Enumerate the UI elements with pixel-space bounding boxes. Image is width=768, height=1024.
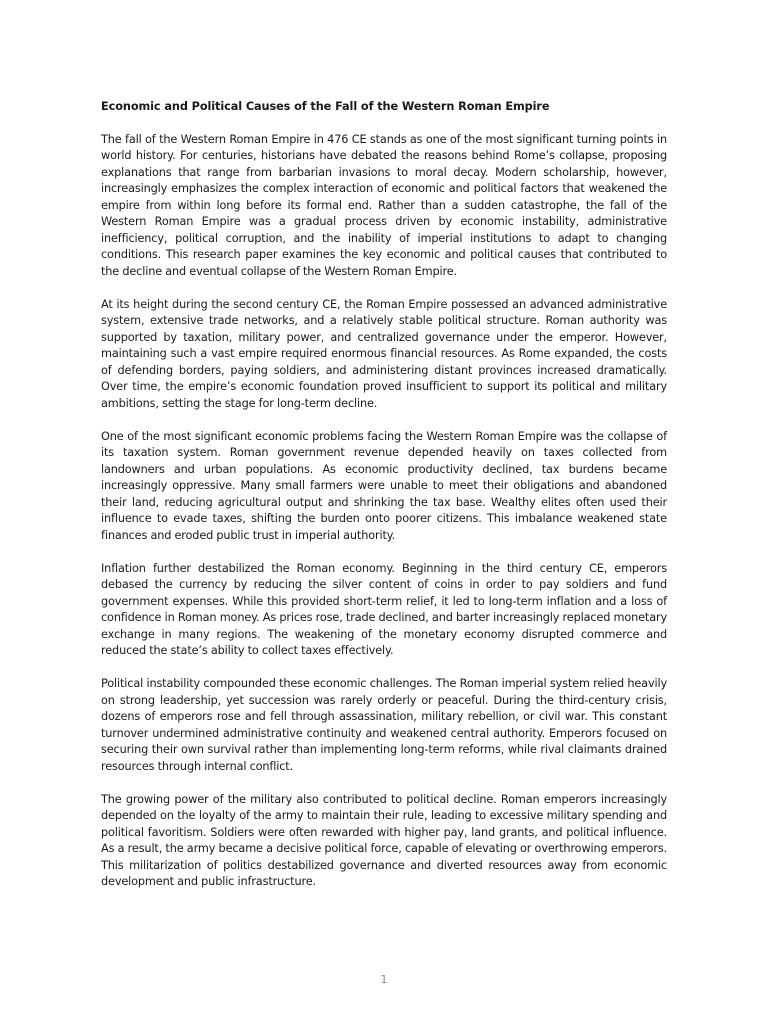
paragraph-background: At its height during the second century CE, the Roman Empire possessed an advanced administrative system, extensive trade networks, and a relatively stable political structure. Roman authority was supported by taxation, military power, and centralized governance under the emperor. However, maintaining such a vast empire required enormous financial resources. As Rome expanded, the costs of defending borders, paying soldiers, and administering distant provinces increased dramatically. Over time, the empire’s economic foundation proved insufficient to support its political and military ambitions, setting the stage for long-term decline. xyxy=(101,297,667,410)
page-number: 1 xyxy=(380,973,388,986)
document-title: Economic and Political Causes of the Fall of the Western Roman Empire xyxy=(101,100,550,113)
paragraph-military: The growing power of the military also contributed to political decline. Roman emperors increasingly depended on the loyalty of the army to maintain their rule, leading to excessive military spending and political favoritism. Soldiers were often rewarded with higher pay, land grants, and political influence. As a result, the army became a decisive political force, capable of elevating or overthrowing emperors. This militarization of politics destabilized governance and diverted resources away from economic development and public infrastructure. xyxy=(101,792,667,888)
document-page xyxy=(101,99,667,907)
paragraph-introduction: The fall of the Western Roman Empire in 476 CE stands as one of the most significant turning points in world history. For centuries, historians have debated the reasons behind Rome’s collapse, proposing explanations that range from barbarian invasions to moral decay. Modern scholarship, however, increasingly emphasizes the complex interaction of economic and political factors that weakened the empire from within long before its formal end. Rather than a sudden catastrophe, the fall of the Western Roman Empire was a gradual process driven by economic instability, administrative inefficiency, political corruption, and the inability of imperial institutions to adapt to changing conditions. This research paper examines the key economic and political causes that contributed to the decline and eventual collapse of the Western Roman Empire. xyxy=(101,132,667,278)
paragraph-political-instability: Political instability compounded these economic challenges. The Roman imperial system relied heavily on strong leadership, yet succession was rarely orderly or peaceful. During the third-century crisis, dozens of emperors rose and fell through assassination, military rebellion, or civil war. This constant turnover undermined administrative continuity and weakened central authority. Emperors focused on securing their own survival rather than implementing long-term reforms, while rival claimants drained resources through internal conflict. xyxy=(101,677,667,773)
paragraph-inflation: Inflation further destabilized the Roman economy. Beginning in the third century CE, emperors debased the currency by reducing the silver content of coins in order to pay soldiers and fund government expenses. While this provided short-term relief, it led to long-term inflation and a loss of confidence in Roman money. As prices rose, trade declined, and barter increasingly replaced monetary exchange in many regions. The weakening of the monetary economy disrupted commerce and reduced the state’s ability to collect taxes effectively. xyxy=(101,561,667,657)
paragraph-taxation: One of the most significant economic problems facing the Western Roman Empire was the collapse of its taxation system. Roman government revenue depended heavily on taxes collected from landowners and urban populations. As economic productivity declined, tax burdens became increasingly oppressive. Many small farmers were unable to meet their obligations and abandoned their land, reducing agricultural output and shrinking the tax base. Wealthy elites often used their influence to evade taxes, shifting the burden onto poorer citizens. This imbalance weakened state finances and eroded public trust in imperial authority. xyxy=(101,429,667,542)
